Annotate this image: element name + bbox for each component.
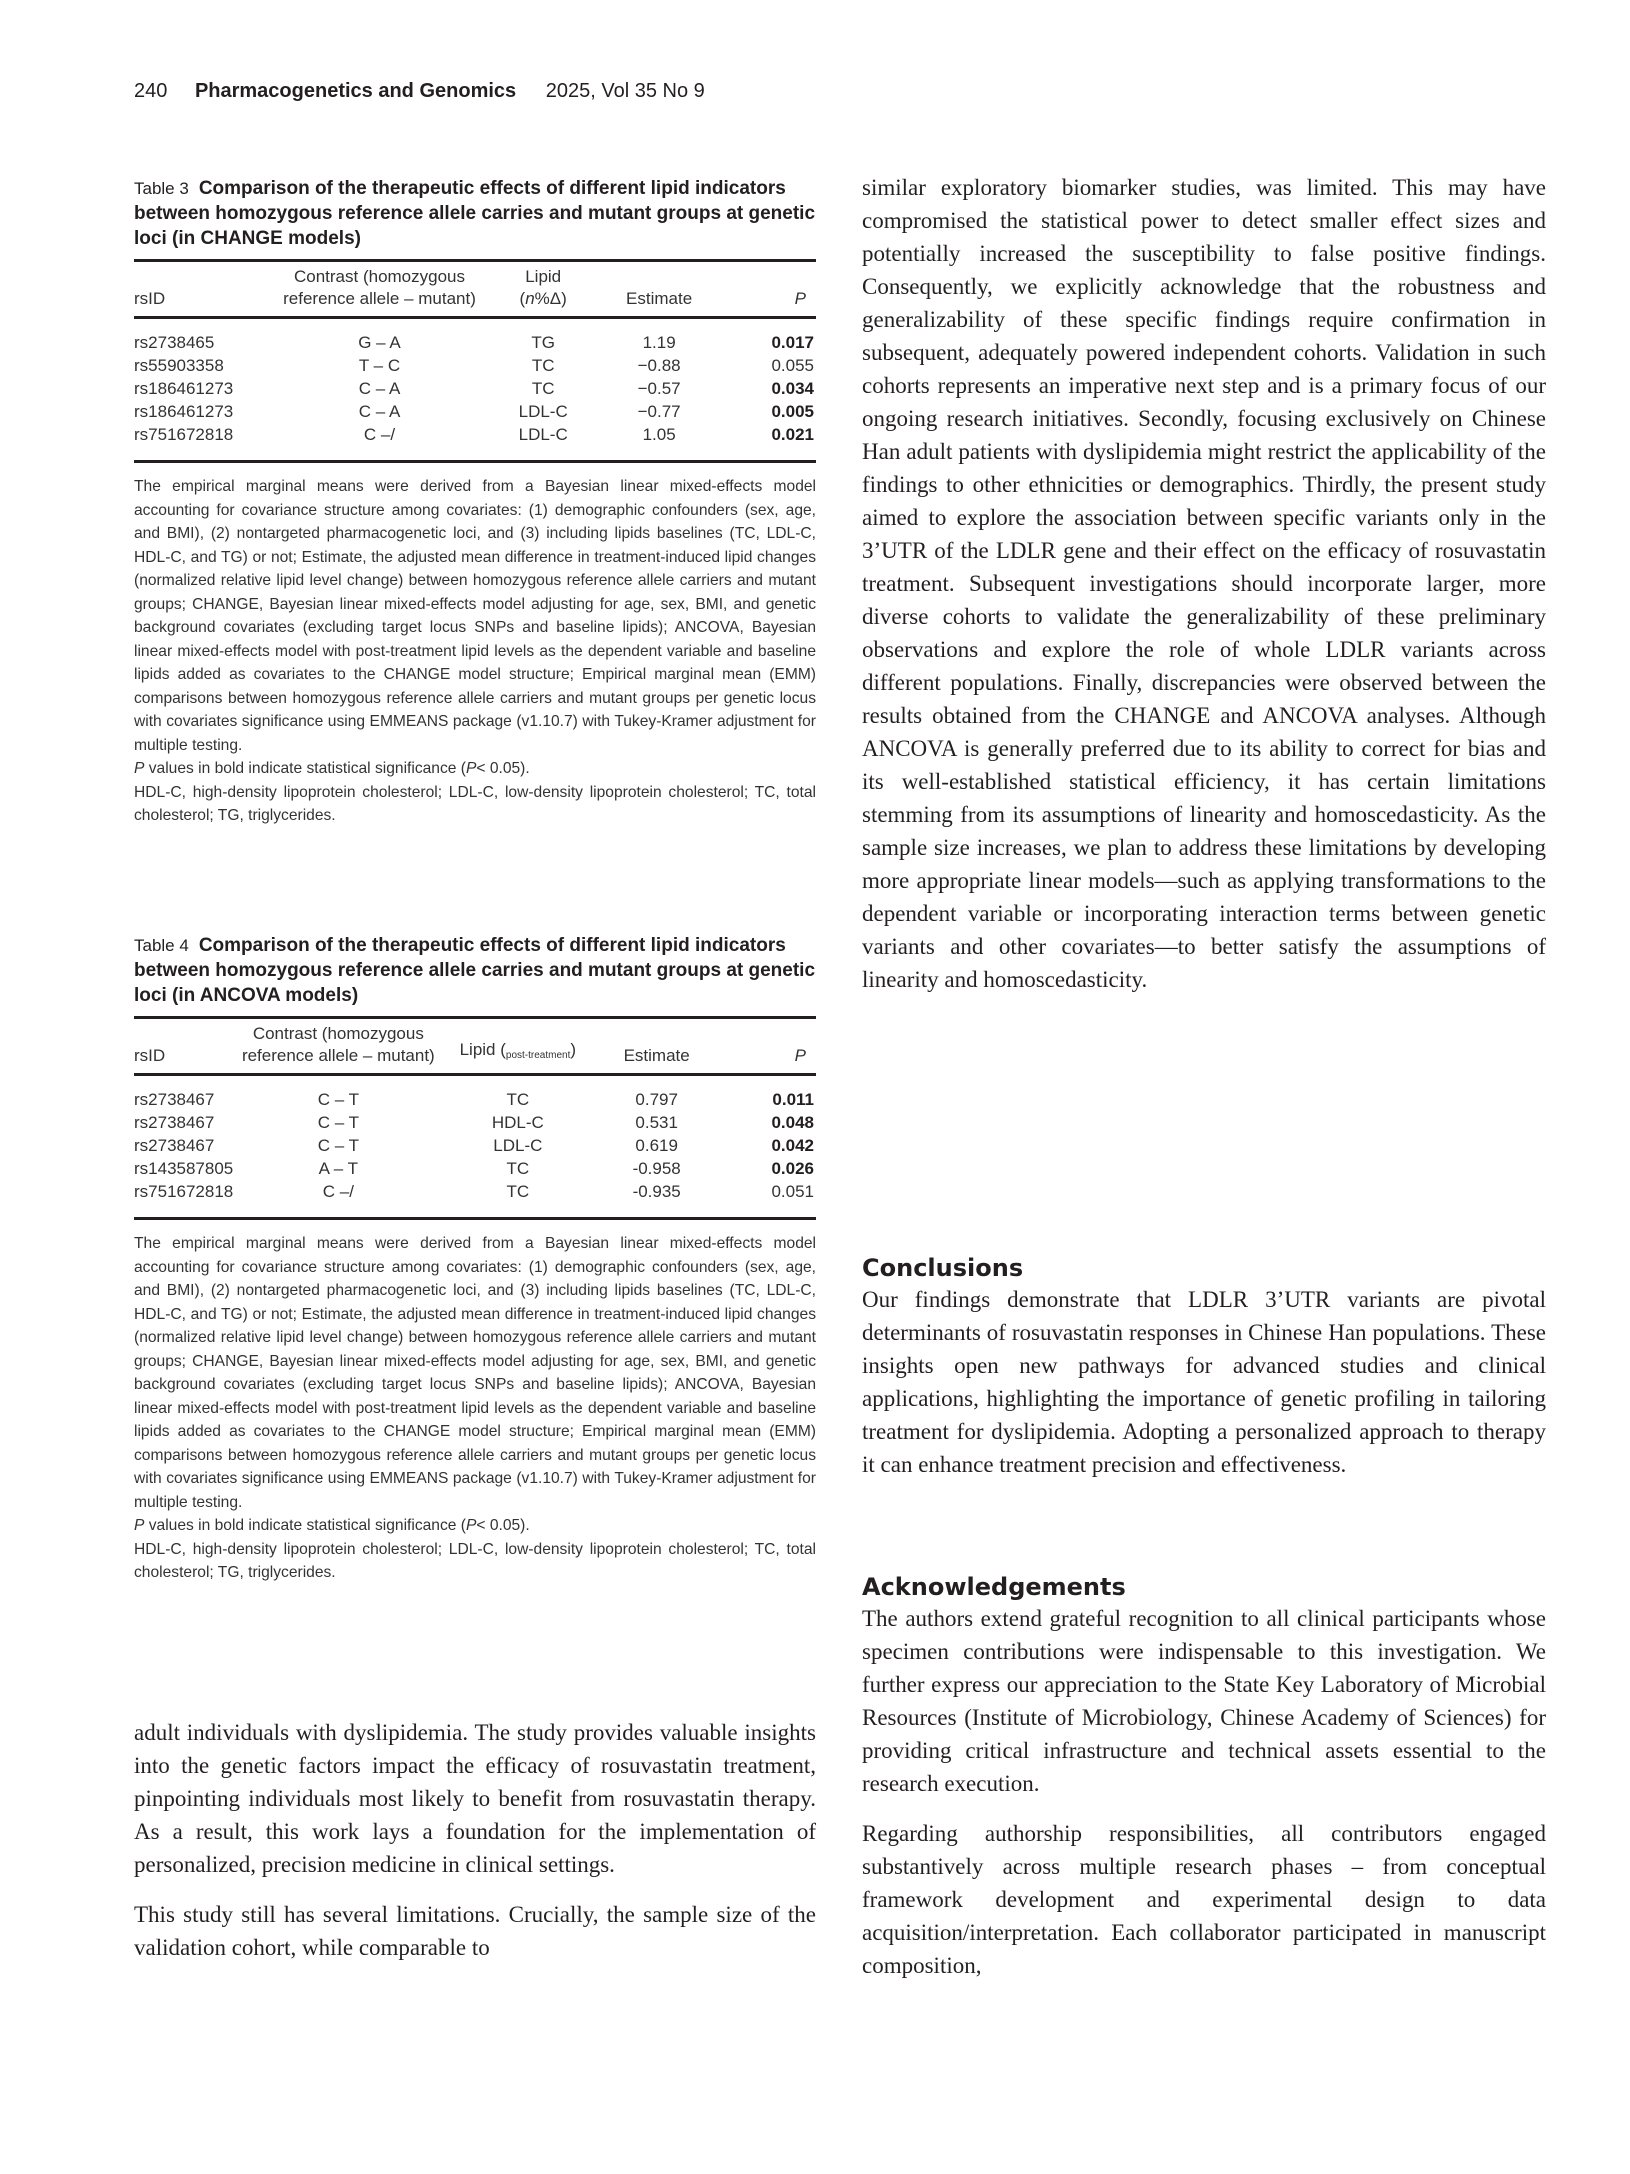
conclusions-section <box>862 1253 1546 1481</box>
body-paragraph: This study still has several limitations. Crucially, the sample size of the validation cohort, while comparable to <box>134 1902 816 1960</box>
col-header-lipid <box>443 1018 592 1075</box>
cell-rsid: rs186461273 <box>134 379 234 398</box>
section-heading-acknowledgements: Acknowledgements <box>862 1573 1126 1601</box>
cell-estimate: -0.958 <box>632 1159 681 1178</box>
table-3 <box>134 176 816 828</box>
page-number: 240 <box>134 80 168 102</box>
cell-p: 0.017 <box>771 333 814 352</box>
cell-lipid: HDL-C <box>491 1113 544 1132</box>
table-4-note-main: The empirical marginal means were derived from a Bayesian linear mixed-effects model accounting for covariance structure among covariates: (1) demographic confounders (sex, age, and BMI), (2) nontargeted pharmacogenetic loci, and (3) including lipids baselines (TC, LDL-C, HDL-C, and TG) or not; Estimate, the adjusted mean difference in treatment-induced lipid changes (normalized relative lipid level change) between homozygous reference allele carriers and mutant groups; CHANGE, Bayesian linear mixed-effects model adjusting for age, sex, BMI, and genetic background covariates (excluding target locus SNPs and baseline lipids); ANCOVA, Bayesian linear mixed-effects model with post-treatment lipid levels as the dependent variable and baseline lipids added as covariates to the CHANGE model structure; Empirical marginal mean (EMM) comparisons between homozygous reference allele carriers and mutant groups per genetic locus with covariates significance using EMMEANS package (v1.10.7) with Tukey-Kramer adjustment for multiple testing. <box>134 1235 816 1511</box>
note-text: < 0.05). <box>476 1517 530 1534</box>
table-3-note-significance <box>134 757 816 781</box>
cell-contrast: C –/ <box>363 425 396 444</box>
table-row <box>134 1180 816 1219</box>
p-symbol: P <box>134 1517 145 1534</box>
contrast-header-line2: reference allele – mutant) <box>241 1046 435 1065</box>
cell-p: 0.042 <box>771 1136 814 1155</box>
table-3-footnotes <box>134 475 816 828</box>
lipid-header-n: n <box>525 289 535 308</box>
cell-rsid: rs2738467 <box>134 1136 215 1155</box>
journal-issue: 2025, Vol 35 No 9 <box>545 80 705 102</box>
p-symbol: P <box>134 760 145 777</box>
cell-lipid: LDL-C <box>518 402 568 421</box>
table-row <box>134 423 816 462</box>
cell-lipid: TC <box>506 1090 530 1109</box>
table-row <box>134 400 816 423</box>
cell-lipid: TC <box>531 379 555 398</box>
cell-lipid: LDL-C <box>493 1136 543 1155</box>
col-header-estimate: Estimate <box>592 1018 721 1075</box>
cell-lipid: LDL-C <box>518 425 568 444</box>
note-text: values in bold indicate statistical significance ( <box>144 760 466 777</box>
lipid-header-subscript: post-treatment <box>505 1050 571 1061</box>
table-4-header-row <box>134 1018 816 1075</box>
body-paragraph: adult individuals with dyslipidemia. The study provides valuable insights into the genetic factors impact the efficacy of rosuvastatin treatment, pinpointing individuals most likely to benefit from rosuvastatin therapy. As a result, this work lays a foundation for the implementation of personalized, precision medicine in clinical settings. <box>134 1720 816 1877</box>
col-header-contrast <box>233 1018 443 1075</box>
table-row <box>134 1134 816 1157</box>
limitations-section <box>862 171 1546 996</box>
col-header-rsid: rsID <box>134 1018 233 1075</box>
contrast-header-line1: Contrast (homozygous <box>293 267 466 286</box>
cell-estimate: −0.88 <box>637 356 681 375</box>
lipid-header-prefix: Lipid ( <box>459 1040 506 1059</box>
cell-contrast: T – C <box>358 356 401 375</box>
cell-p: 0.021 <box>771 425 814 444</box>
cell-contrast: C – A <box>358 402 401 421</box>
body-paragraph: similar exploratory biomarker studies, was limited. This may have compromised the statistical power to detect smaller effect sizes and potentially increased the susceptibility to false positive findings. Consequently, we explicitly acknowledge that the robustness and generalizability of these specific findings require confirmation in subsequent, adequately powered independent cohorts. Validation in such cohorts represents an imperative next step and is a primary focus of our ongoing research initiatives. Secondly, focusing exclusively on Chinese Han adult patients with dyslipidemia might restrict the applicability of the findings to other ethnicities or demographics. Thirdly, the present study aimed to explore the association between specific variants only in the 3’UTR of the LDLR gene and their effect on the efficacy of rosuvastatin treatment. Subsequent investigations should incorporate larger, more diverse cohorts to validate the generalizability of these preliminary observations and explore the role of whole LDLR variants across different populations. Finally, discrepancies were observed between the results obtained from the CHANGE and ANCOVA analyses. Although ANCOVA is generally preferred due to its ability to correct for bias and its well-established statistical efficiency, it has certain limitations stemming from its assumptions of linearity and homoscedasticity. As the sample size increases, we plan to address these limitations by developing more appropriate linear models—such as applying transformations to the dependent variable or incorporating interaction terms between genetic variants and other covariates—to better satisfy the assumptions of linearity and homoscedasticity. <box>862 175 1546 992</box>
table-3-body <box>134 318 816 462</box>
table-3-note-main: The empirical marginal means were derived from a Bayesian linear mixed-effects model accounting for covariance structure among covariates: (1) demographic confounders (sex, age, and BMI), (2) nontargeted pharmacogenetic loci, and (3) including lipids baselines (TC, LDL-C, HDL-C, and TG) or not; Estimate, the adjusted mean difference in treatment-induced lipid changes (normalized relative lipid level change) between homozygous reference allele carriers and mutant groups; CHANGE, Bayesian linear mixed-effects model adjusting for age, sex, BMI, and genetic background covariates (excluding target locus SNPs and baseline lipids); ANCOVA, Bayesian linear mixed-effects model with post-treatment lipid levels as the dependent variable and baseline lipids added as covariates to the CHANGE model structure; Empirical marginal mean (EMM) comparisons between homozygous reference allele carriers and mutant groups per genetic locus with covariates significance using EMMEANS package (v1.10.7) with Tukey-Kramer adjustment for multiple testing. <box>134 478 816 754</box>
lipid-header-paren: ( <box>519 289 526 308</box>
table-3-label: Table 3 <box>134 179 189 198</box>
table-3-caption <box>134 176 816 251</box>
table-bottom-rule <box>134 1219 816 1221</box>
col-header-p: P <box>721 1018 816 1075</box>
acknowledgements-section <box>862 1572 1546 1982</box>
cell-estimate: -0.935 <box>632 1182 681 1201</box>
table-4-note-abbreviations: HDL-C, high-density lipoprotein cholesterol; LDL-C, low-density lipoprotein cholesterol; TC, total cholesterol; TG, triglycerides. <box>134 1540 816 1581</box>
cell-contrast: C – T <box>317 1113 359 1132</box>
cell-contrast: C – T <box>317 1090 359 1109</box>
cell-estimate: −0.77 <box>637 402 681 421</box>
table-4-body <box>134 1075 816 1219</box>
cell-estimate: 1.19 <box>642 333 676 352</box>
table-row <box>134 318 816 355</box>
cell-estimate: 1.05 <box>642 425 676 444</box>
p-symbol: P <box>465 1517 477 1534</box>
table-bottom-rule <box>134 462 816 464</box>
p-symbol: P <box>465 760 477 777</box>
cell-p: 0.051 <box>771 1182 814 1201</box>
table-row <box>134 1111 816 1134</box>
body-paragraph: The authors extend grateful recognition to all clinical participants whose specimen contributions were indispensable to this investigation. We further express our appreciation to the State Key Laboratory of Microbial Resources (Institute of Microbiology, Chinese Academy of Sciences) for providing critical infrastructure and technical assets essential to the research execution. <box>862 1606 1546 1796</box>
cell-rsid: rs2738467 <box>134 1113 215 1132</box>
cell-estimate: −0.57 <box>637 379 681 398</box>
cell-p: 0.048 <box>771 1113 814 1132</box>
cell-rsid: rs143587805 <box>134 1159 234 1178</box>
table-3-header-row <box>134 261 816 318</box>
cell-p: 0.055 <box>771 356 814 375</box>
col-header-lipid <box>489 261 598 318</box>
table-4-title: Comparison of the therapeutic effects of different lipid indicators between homozygous reference allele carries and mutant groups at genetic loci (in ANCOVA models) <box>134 935 816 1006</box>
col-header-estimate: Estimate <box>598 261 721 318</box>
cell-lipid: TC <box>506 1182 530 1201</box>
cell-contrast: C – T <box>317 1136 359 1155</box>
table-row <box>134 1075 816 1112</box>
section-heading-conclusions: Conclusions <box>862 1254 1024 1282</box>
cell-p: 0.011 <box>772 1090 814 1109</box>
body-paragraph: Regarding authorship responsibilities, all contributors engaged substantively across multiple research phases – from conceptual framework development and experimental design to data acquisition/interpretation. Each collaborator participated in manuscript composition, <box>862 1821 1546 1978</box>
lipid-header-suffix: ) <box>570 1040 577 1059</box>
table-row <box>134 354 816 377</box>
cell-estimate: 0.797 <box>635 1090 678 1109</box>
col-header-contrast <box>270 261 488 318</box>
lipid-header-rest: %Δ) <box>534 289 567 308</box>
cell-rsid: rs2738465 <box>134 333 215 352</box>
note-text: < 0.05). <box>476 760 530 777</box>
table-4-grid <box>134 1016 816 1220</box>
table-4-note-significance <box>134 1514 816 1538</box>
cell-p: 0.005 <box>771 402 814 421</box>
cell-lipid: TC <box>531 356 555 375</box>
table-4-caption <box>134 933 816 1008</box>
cell-estimate: 0.619 <box>635 1136 678 1155</box>
table-3-note-abbreviations: HDL-C, high-density lipoprotein cholesterol; LDL-C, low-density lipoprotein cholesterol; TC, total cholesterol; TG, triglycerides. <box>134 783 816 824</box>
cell-p: 0.034 <box>771 379 814 398</box>
table-3-title: Comparison of the therapeutic effects of different lipid indicators between homozygous reference allele carries and mutant groups at genetic loci (in CHANGE models) <box>134 178 816 249</box>
cell-rsid: rs55903358 <box>134 356 224 375</box>
cell-rsid: rs751672818 <box>134 425 234 444</box>
col-header-p: P <box>720 261 816 318</box>
journal-name: Pharmacogenetics and Genomics <box>194 80 517 102</box>
note-text: values in bold indicate statistical significance ( <box>144 1517 466 1534</box>
cell-contrast: A – T <box>318 1159 359 1178</box>
cell-p: 0.026 <box>771 1159 814 1178</box>
cell-lipid: TC <box>506 1159 530 1178</box>
cell-rsid: rs751672818 <box>134 1182 234 1201</box>
table-4-label: Table 4 <box>134 936 189 955</box>
contrast-header-line2: reference allele – mutant) <box>283 289 476 308</box>
contrast-header-line1: Contrast (homozygous <box>252 1024 424 1043</box>
left-body <box>134 1716 816 1964</box>
cell-rsid: rs2738467 <box>134 1090 215 1109</box>
cell-estimate: 0.531 <box>635 1113 678 1132</box>
col-header-rsid: rsID <box>134 261 270 318</box>
cell-rsid: rs186461273 <box>134 402 234 421</box>
cell-contrast: C – A <box>358 379 401 398</box>
table-row <box>134 1157 816 1180</box>
table-3-grid <box>134 259 816 463</box>
table-4 <box>134 933 816 1585</box>
table-4-footnotes <box>134 1232 816 1585</box>
body-paragraph: Our findings demonstrate that LDLR 3’UTR variants are pivotal determinants of rosuvastatin responses in Chinese Han populations. These insights open new pathways for advanced studies and clinical applications, highlighting the importance of genetic profiling in tailoring treatment for dyslipidemia. Adopting a personalized approach to therapy it can enhance treatment precision and effectiveness. <box>862 1287 1546 1477</box>
cell-contrast: G – A <box>358 333 401 352</box>
cell-lipid: TG <box>531 333 555 352</box>
running-head <box>134 80 705 103</box>
cell-contrast: C –/ <box>322 1182 354 1201</box>
lipid-header-line1: Lipid <box>525 267 562 286</box>
table-row <box>134 377 816 400</box>
